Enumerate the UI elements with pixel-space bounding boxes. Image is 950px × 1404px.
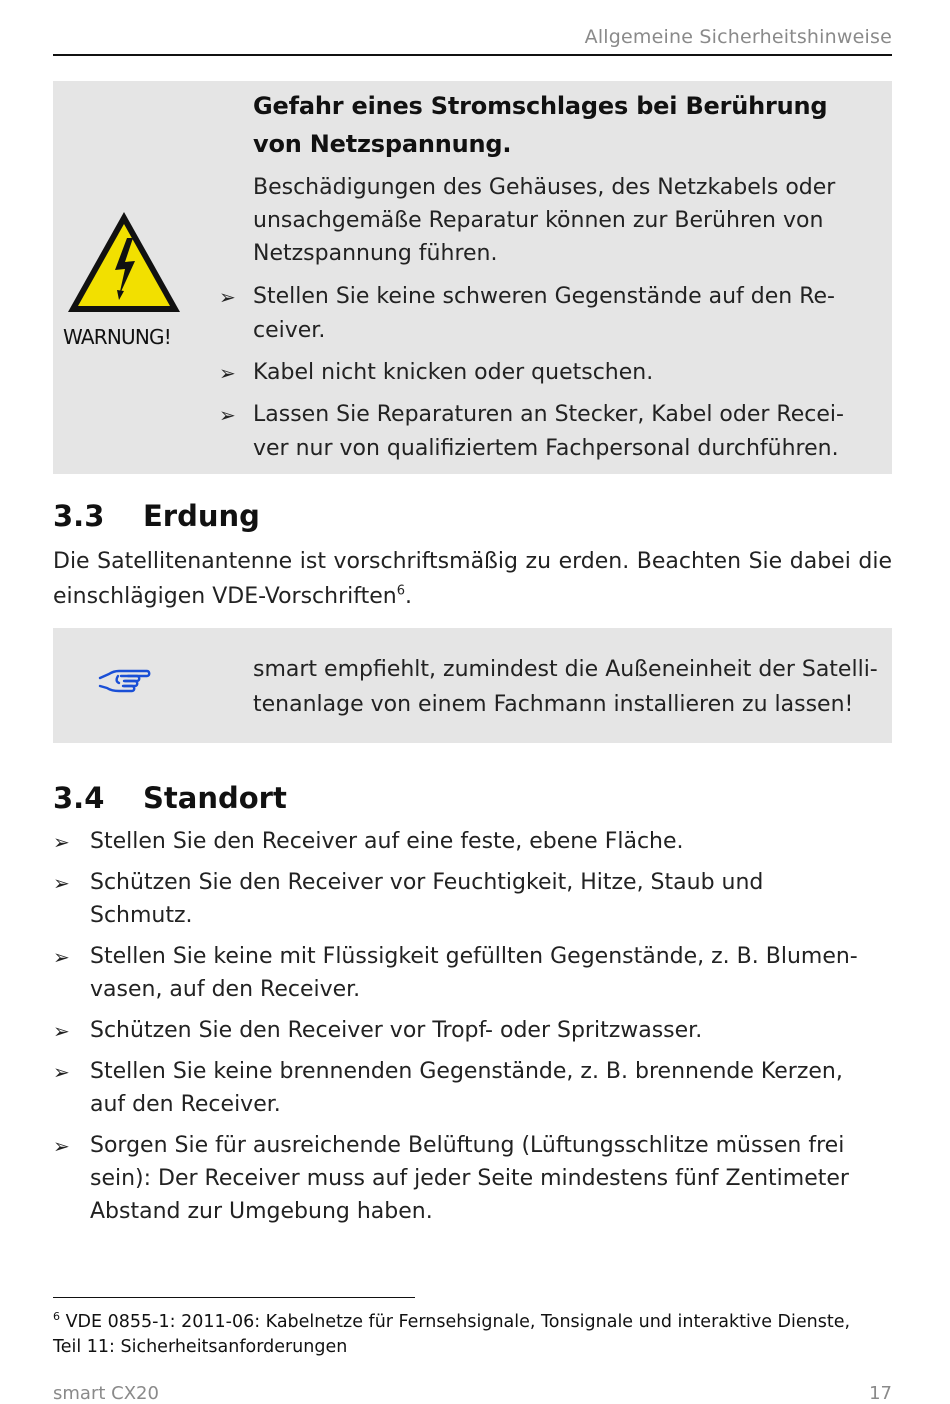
warning-title: Gefahr eines Stromschlages bei Berührung von Netzspannung. bbox=[253, 92, 828, 158]
warning-box: WARNUNG! Gefahr eines Stromschlages bei Berührung von Netzspannung. Beschädigungen des Gehäuses, des Netzkabels oder unsachgemäße Reparatur können zur Berühren von Netzspannung führen. ➢ Stellen Sie keine schweren Gegenstände auf den Re- ceiver. ➢ Kabel nicht knicken oder quetschen. ➢ Lassen Sie Reparaturen an Stecker, Kabel oder Recei- ver nur von qualifiziertem Fachpersonal durchführen. bbox=[53, 81, 892, 474]
warning-label: WARNUNG! bbox=[63, 325, 171, 349]
arrow-bullet-icon: ➢ bbox=[53, 830, 70, 854]
arrow-bullet-icon: ➢ bbox=[219, 361, 236, 385]
electric-hazard-triangle-icon bbox=[64, 208, 184, 316]
arrow-bullet-icon: ➢ bbox=[219, 285, 236, 309]
arrow-bullet-icon: ➢ bbox=[53, 1060, 70, 1084]
running-header: Allgemeine Sicherheitshinweise bbox=[584, 26, 892, 48]
section-title: Erdung bbox=[143, 499, 260, 533]
erdung-paragraph: Die Satellitenantenne ist vorschriftsmäßig zu erden. Beachten Sie dabei die einschlägigen VDE-Vorschriften$^6$. bbox=[53, 549, 892, 609]
arrow-bullet-icon: ➢ bbox=[219, 403, 236, 427]
tip-text: smart empfiehlt, zumindest die Außeneinheit der Satelli- tenanlage von einem Fachmann installieren zu lassen! bbox=[253, 657, 878, 717]
section-title: Standort bbox=[143, 781, 287, 815]
arrow-bullet-icon: ➢ bbox=[53, 1134, 70, 1158]
tip-box bbox=[53, 628, 892, 743]
section-number: 3.4 bbox=[53, 781, 105, 815]
pointing-hand-icon bbox=[97, 664, 153, 700]
footnote-mark: 6 bbox=[53, 1310, 60, 1324]
footer-product: smart CX20 bbox=[53, 1383, 159, 1404]
footnote: $^6$ VDE 0855-1: 2011-06: Kabelnetze für Fernsehsignale, Tonsignale und interaktive Dienste, Teil 11: Sicherheitsanforderungen bbox=[53, 1310, 851, 1357]
page-number: 17 bbox=[869, 1383, 892, 1404]
arrow-bullet-icon: ➢ bbox=[53, 871, 70, 895]
arrow-bullet-icon: ➢ bbox=[53, 945, 70, 969]
arrow-bullet-icon: ➢ bbox=[53, 1019, 70, 1043]
section-number: 3.3 bbox=[53, 499, 105, 533]
warning-text: Beschädigungen des Gehäuses, des Netzkabels oder unsachgemäße Reparatur können zur Berühren von Netzspannung führen. bbox=[253, 175, 836, 266]
footnote-ref[interactable]: 6 bbox=[396, 583, 405, 599]
footnote-rule bbox=[53, 1297, 415, 1298]
header-rule bbox=[53, 54, 892, 56]
